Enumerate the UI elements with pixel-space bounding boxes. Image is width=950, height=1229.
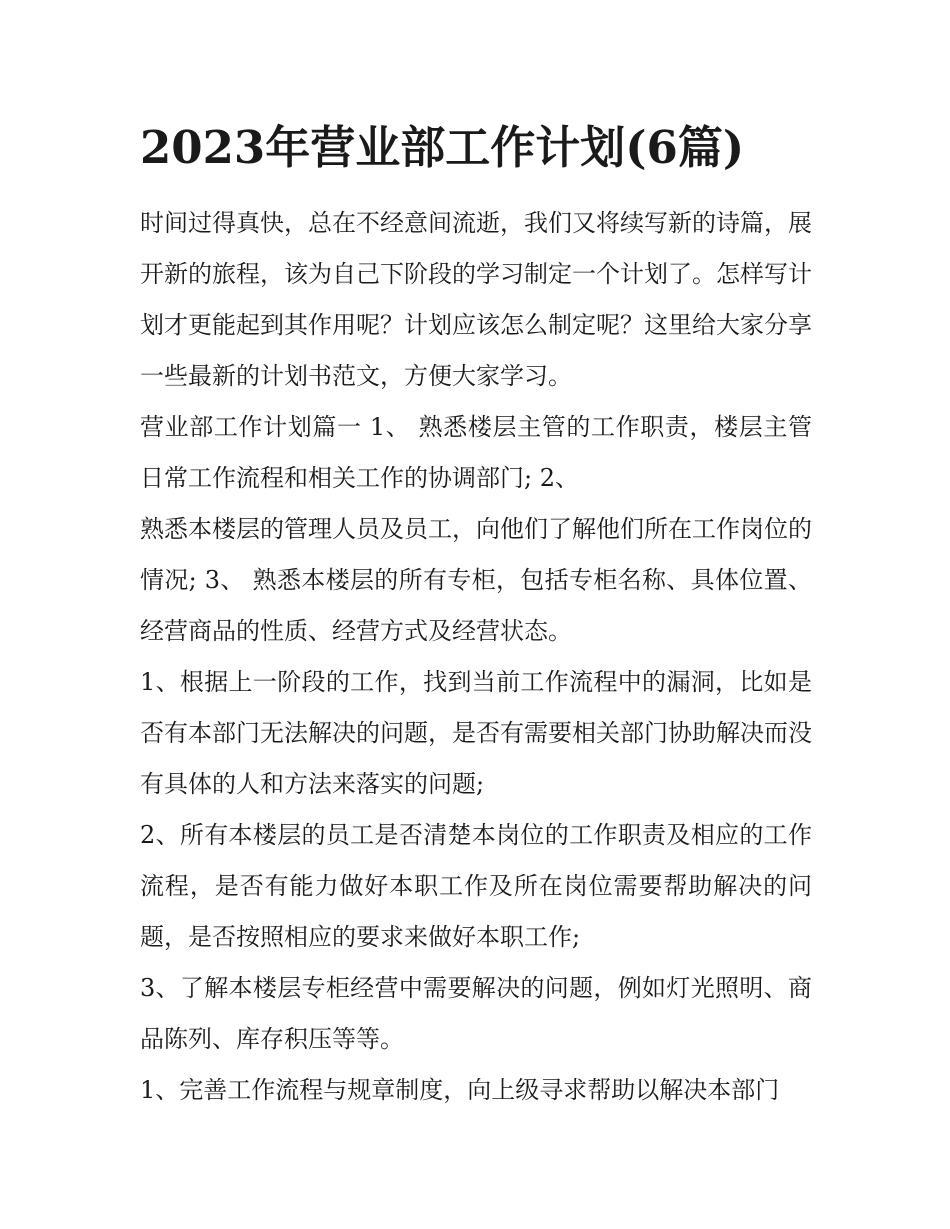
document-body	[140, 198, 812, 1116]
paragraph-familiarize-staff: 熟悉本楼层的管理人员及员工，向他们了解他们所在工作岗位的情况; 3、 熟悉本楼层的所有专柜，包括专柜名称、具体位置、经营商品的性质、经营方式及经营状态。	[140, 515, 812, 645]
paragraph-item-1: 1、根据上一阶段的工作，找到当前工作流程中的漏洞，比如是否有本部门无法解决的问题，是否有需要相关部门协助解决而没有具体的人和方法来落实的问题;	[140, 668, 812, 798]
document-title: 2023年营业部工作计划(6篇)	[140, 121, 745, 174]
paragraph-section-one: 营业部工作计划篇一 1、 熟悉楼层主管的工作职责，楼层主管日常工作流程和相关工作的协调部门; 2、	[140, 413, 812, 492]
paragraph-item-3: 3、了解本楼层专柜经营中需要解决的问题，例如灯光照明、商品陈列、库存积压等等。	[140, 974, 812, 1053]
paragraph-improve-workflow: 1、完善工作流程与规章制度，向上级寻求帮助以解决本部门	[140, 1076, 780, 1104]
paragraph-intro: 时间过得真快，总在不经意间流逝，我们又将续写新的诗篇，展开新的旅程，该为自己下阶段的学习制定一个计划了。怎样写计划才更能起到其作用呢？计划应该怎么制定呢？这里给大家分享一些最新的计划书范文，方便大家学习。	[140, 209, 812, 390]
paragraph-item-2: 2、所有本楼层的员工是否清楚本岗位的工作职责及相应的工作流程，是否有能力做好本职工作及所在岗位需要帮助解决的问题，是否按照相应的要求来做好本职工作;	[140, 821, 812, 951]
